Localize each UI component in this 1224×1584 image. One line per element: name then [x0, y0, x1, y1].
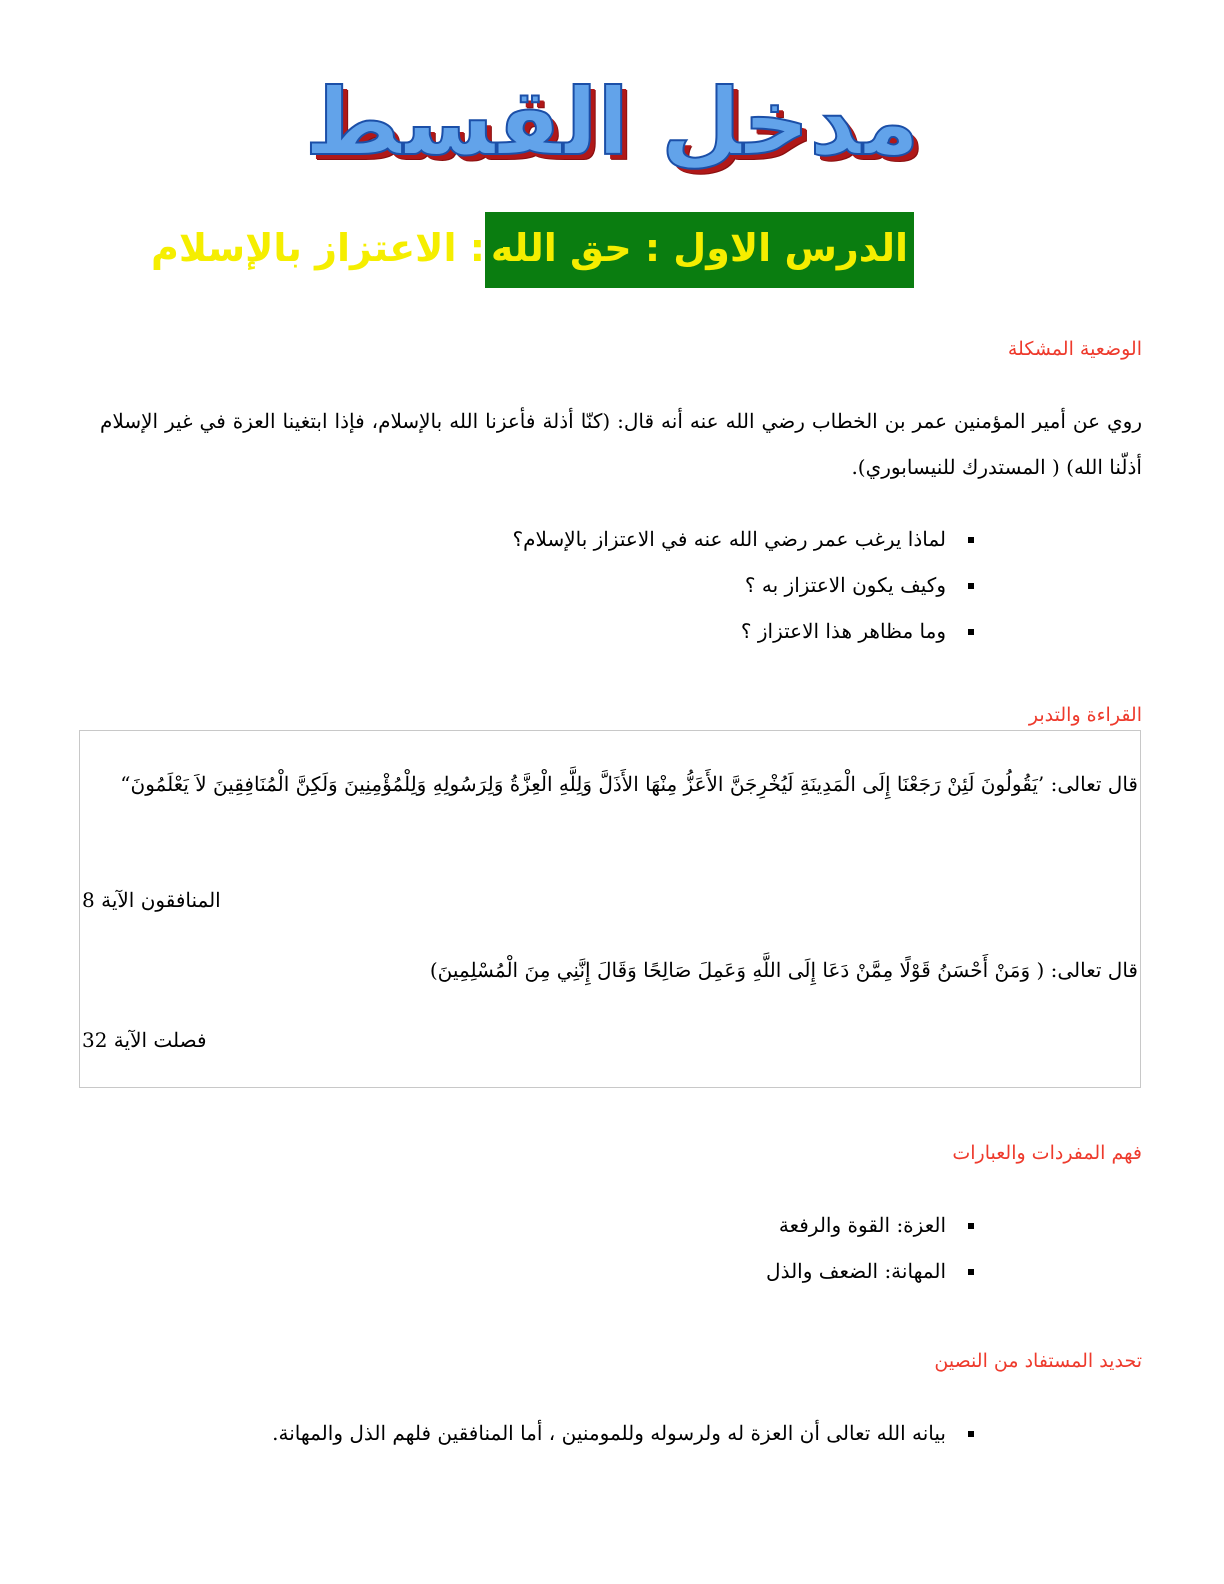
list-item: وكيف يكون الاعتزاز به ؟ — [513, 562, 974, 608]
list-item: لماذا يرغب عمر رضي الله عنه في الاعتزاز بالإسلام؟ — [513, 516, 974, 562]
section-heading-problem: الوضعية المشكلة — [1007, 338, 1142, 360]
list-item: العزة: القوة والرفعة — [766, 1202, 974, 1248]
list-item: المهانة: الضعف والذل — [766, 1248, 974, 1294]
verse-1-reference: المنافقون الآية 8 — [82, 888, 221, 912]
lesson-title — [54, 208, 914, 288]
lesson-title-rest: : الاعتزاز بالإسلام — [151, 226, 485, 270]
section-heading-vocabulary: فهم المفردات والعبارات — [952, 1142, 1142, 1164]
quran-verses-box — [79, 730, 1141, 1088]
problem-questions-list — [513, 516, 974, 654]
verse-1: قال تعالى: ’يَقُولُونَ لَئِنْ رَجَعْنَا إِلَى الْمَدِينَةِ لَيُخْرِجَنَّ الأَعَزُّ مِنْهَا الأَذَلَّ وَلِلَّهِ الْعِزَّةُ وَلِرَسُولِهِ وَلِلْمُؤْمِنِينَ وَلَكِنَّ الْمُنَافِقِينَ لاَ يَعْلَمُونَ“ — [120, 772, 1138, 796]
list-item: وما مظاهر هذا الاعتزاز ؟ — [513, 608, 974, 654]
lesson-title-highlight: الدرس الاول : حق الله — [485, 212, 914, 288]
verse-2: قال تعالى: ( وَمَنْ أَحْسَنُ قَوْلًا مِمَّنْ دَعَا إِلَى اللَّهِ وَعَمِلَ صَالِحًا وَقَالَ إِنَّنِي مِنَ الْمُسْلِمِينَ) — [429, 958, 1138, 982]
main-title: مدخل القسط — [304, 69, 920, 176]
section-heading-lessons: تحديد المستفاد من النصين — [934, 1350, 1142, 1372]
section-heading-reading: القراءة والتدبر — [1028, 704, 1142, 726]
verse-2-reference: فصلت الآية 32 — [82, 1028, 207, 1052]
lessons-list — [272, 1410, 974, 1456]
vocabulary-list — [766, 1202, 974, 1294]
problem-paragraph: روي عن أمير المؤمنين عمر بن الخطاب رضي الله عنه أنه قال: (كنّا أذلة فأعزنا الله بالإسلام، فإذا ابتغينا العزة في غير الإسلام أذلّنا الله) ( المستدرك للنيسابوري). — [100, 409, 1142, 479]
list-item: بيانه الله تعالى أن العزة له ولرسوله وللمومنين ، أما المنافقين فلهم الذل والمهانة. — [272, 1410, 974, 1456]
lesson-title-row — [0, 208, 1224, 288]
